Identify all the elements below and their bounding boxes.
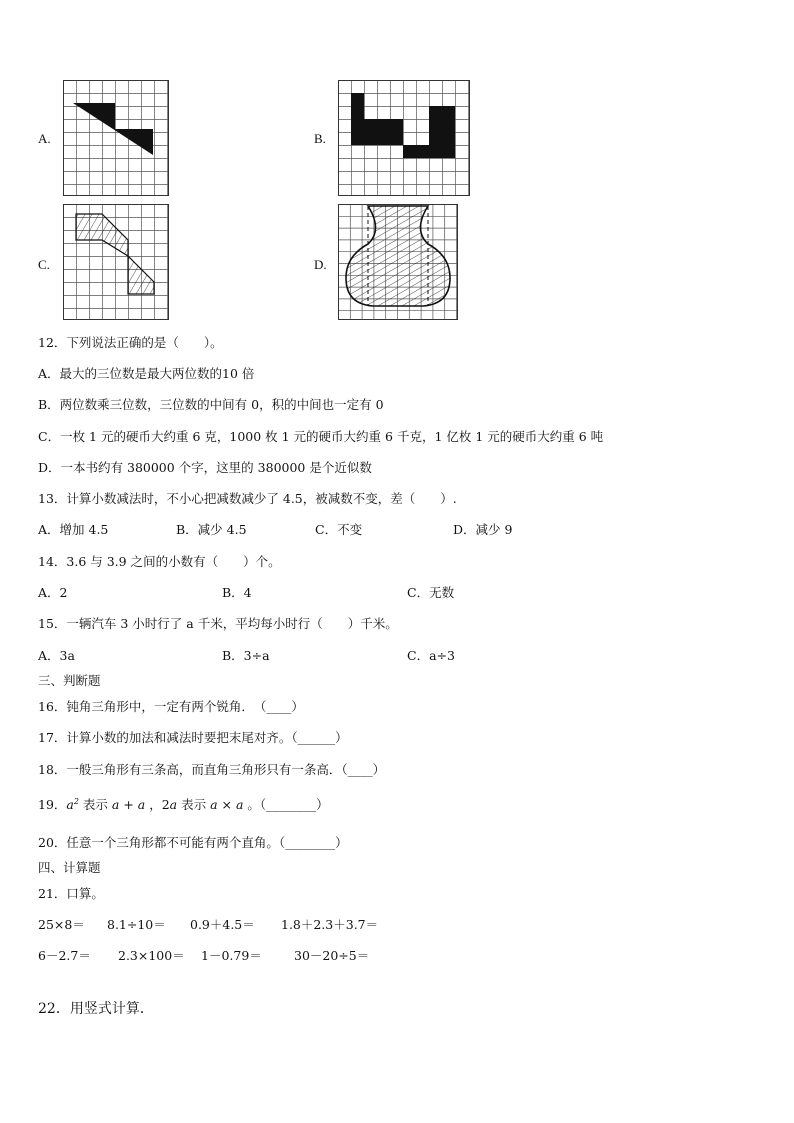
q15-option-b[interactable]: B．3÷a bbox=[222, 648, 270, 663]
q19-a-squared: $a^2$ bbox=[66, 796, 79, 812]
q19-text: 19．$a^2$ 表示 a + a ，2a 表示 a × a 。（________） bbox=[38, 796, 329, 812]
q21-item: 30－20÷5＝ bbox=[294, 948, 370, 963]
figure-c-shape bbox=[76, 214, 154, 294]
q15-option-a[interactable]: A．3a bbox=[38, 648, 75, 663]
q13-option-a[interactable]: A．增加 4.5 bbox=[38, 522, 109, 537]
q19-expr-product: a × a bbox=[210, 797, 244, 812]
q14-option-a[interactable]: A．2 bbox=[38, 585, 68, 600]
figure-b-grid bbox=[338, 80, 470, 196]
q21-item: 25×8＝ bbox=[38, 917, 85, 932]
option-c-label: C. bbox=[38, 257, 50, 272]
q13-option-d[interactable]: D．减少 9 bbox=[453, 522, 513, 537]
section-3-title: 三、判断题 bbox=[38, 673, 101, 688]
figure-d-grid bbox=[338, 204, 458, 320]
q21-item: 0.9＋4.5＝ bbox=[190, 917, 255, 932]
q12-option-c[interactable]: C．一枚 1 元的硬币大约重 6 克，1000 枚 1 元的硬币大约重 6 千克，1 亿枚 1 元的硬币大约重 6 吨 bbox=[38, 429, 604, 444]
q22-stem: 22．用竖式计算． bbox=[38, 1001, 154, 1017]
section-4-title: 四、计算题 bbox=[38, 860, 101, 875]
q13-stem: 13．计算小数减法时，不小心把减数减少了 4.5，被减数不变，差（ ）. bbox=[38, 491, 457, 506]
q21-item: 1－0.79＝ bbox=[201, 948, 262, 963]
figure-b-shape bbox=[351, 93, 455, 158]
figure-a-grid bbox=[63, 80, 169, 196]
q21-item: 8.1÷10＝ bbox=[107, 917, 166, 932]
q14-option-c[interactable]: C．无数 bbox=[407, 585, 455, 600]
figure-c-grid bbox=[63, 204, 169, 320]
option-a-label: A. bbox=[38, 131, 51, 146]
q12-option-d[interactable]: D．一本书约有 380000 个字，这里的 380000 是个近似数 bbox=[38, 460, 372, 475]
q18-text: 18．一般三角形有三条高，而直角三角形只有一条高．（____） bbox=[38, 762, 386, 777]
q20-text: 20．任意一个三角形都不可能有两个直角。（________） bbox=[38, 835, 348, 850]
q12-stem: 12．下列说法正确的是（ ）。 bbox=[38, 335, 223, 350]
q21-stem: 21．口算。 bbox=[38, 886, 104, 901]
q12-option-b[interactable]: B．两位数乘三位数，三位数的中间有 0，积的中间也一定有 0 bbox=[38, 397, 384, 412]
q21-item: 1.8＋2.3＋3.7＝ bbox=[281, 917, 379, 932]
q21-item: 2.3×100＝ bbox=[118, 948, 185, 963]
option-d-label: D. bbox=[314, 257, 327, 272]
figure-d-vase-shape bbox=[346, 206, 450, 306]
q15-stem: 15．一辆汽车 3 小时行了 a 千米，平均每小时行（ ）千米。 bbox=[38, 616, 398, 631]
option-b-label: B. bbox=[314, 131, 326, 146]
q12-option-a[interactable]: A．最大的三位数是最大两位数的10 倍 bbox=[38, 366, 255, 381]
q13-option-b[interactable]: B．减少 4.5 bbox=[176, 522, 247, 537]
figure-a-shape bbox=[73, 103, 153, 155]
q21-item: 6－2.7＝ bbox=[38, 948, 91, 963]
q13-option-c[interactable]: C．不变 bbox=[315, 522, 363, 537]
q16-text: 16．钝角三角形中，一定有两个锐角． （____） bbox=[38, 699, 304, 714]
q19-expr-sum: a + a bbox=[111, 797, 146, 812]
q14-stem: 14．3.6 与 3.9 之间的小数有（ ）个。 bbox=[38, 554, 281, 569]
q14-option-b[interactable]: B．4 bbox=[222, 585, 252, 600]
q17-text: 17．计算小数的加法和减法时要把末尾对齐。（______） bbox=[38, 730, 348, 745]
q15-option-c[interactable]: C．a÷3 bbox=[407, 648, 455, 663]
